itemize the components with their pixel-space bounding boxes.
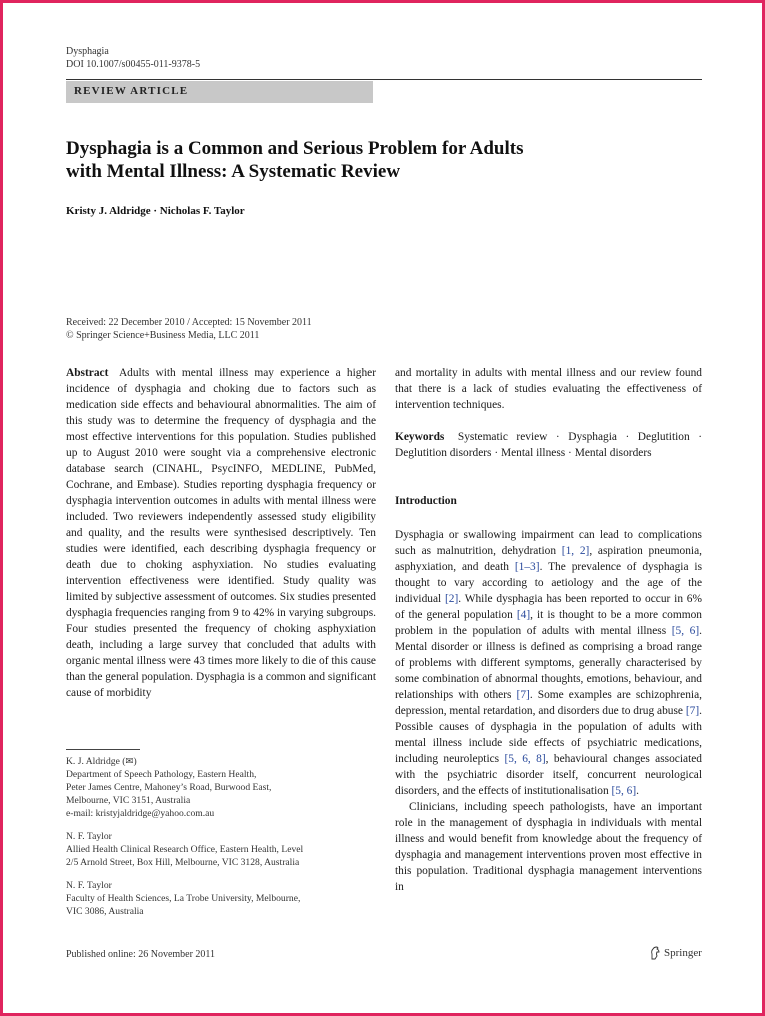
title-line-2: with Mental Illness: A Systematic Review	[66, 161, 401, 182]
footnote-rule	[66, 749, 140, 750]
text-run: , behavioural changes associated with the psychiatric disorder itself, concurrent neurological disorders, and the effects of institutionalisation	[395, 753, 702, 797]
publisher-logo	[649, 946, 702, 960]
abstract-column	[66, 365, 376, 701]
text-run: . The prevalence of dysphagia is thought to vary according to aetiology and the age of the individual	[395, 561, 702, 605]
affiliation-line: Melbourne, VIC 3151, Australia	[66, 795, 191, 806]
citation-link[interactable]: [7]	[685, 705, 700, 717]
affiliation-block	[66, 830, 376, 869]
citation-link[interactable]: [1, 2]	[561, 545, 590, 557]
intro-paragraph-1	[395, 527, 702, 799]
copyright: © Springer Science+Business Media, LLC 2011	[66, 330, 260, 341]
introduction-heading: Introduction	[395, 495, 457, 507]
article-type-label: REVIEW ARTICLE	[74, 85, 189, 97]
keywords-text: Systematic review · Dysphagia · Deglutition · Deglutition disorders · Mental illness · Mental disorders	[395, 431, 702, 459]
journal-header	[66, 45, 200, 71]
published-online: Published online: 26 November 2011	[66, 949, 216, 960]
text-run: . Possible causes of dysphagia in the population of adults with mental illness include side effects of psychiatric medications, including neuroleptics	[395, 705, 702, 765]
citation-link[interactable]: [5, 6, 8]	[504, 753, 546, 765]
affiliation-line: Peter James Centre, Mahoney’s Road, Burwood East,	[66, 782, 272, 793]
article-title	[66, 137, 686, 183]
right-column	[395, 365, 702, 895]
header-rule	[66, 79, 702, 80]
affiliation-line: 2/5 Arnold Street, Box Hill, Melbourne, VIC 3128, Australia	[66, 857, 300, 868]
title-line-1: Dysphagia is a Common and Serious Problem for Adults	[66, 138, 524, 159]
text-run: , it is thought to be a more common problem in the population of adults with mental illness	[395, 609, 702, 637]
citation-link[interactable]: [5, 6]	[671, 625, 700, 637]
publisher-name: Springer	[664, 947, 702, 959]
affiliation-line: Allied Health Clinical Research Office, Eastern Health, Level	[66, 844, 304, 855]
citation-link[interactable]: [2]	[445, 593, 459, 605]
text-run: . Some examples are schizophrenia, depression, mental retardation, and disorders due to drug abuse	[395, 689, 702, 717]
affiliation-block	[66, 879, 376, 918]
citation-link[interactable]: [4]	[516, 609, 531, 621]
email-line[interactable]: e-mail: kristyjaldridge@yahoo.com.au	[66, 808, 215, 819]
affiliation-block	[66, 755, 376, 820]
dates-block	[66, 316, 312, 342]
affiliation-line: Department of Speech Pathology, Eastern Health,	[66, 769, 257, 780]
text-run: . Mental disorder or illness is defined as comprising a broad range of problems with different symptoms, generally characterised by some combination of abnormal thoughts, emotions, behaviour, and relationships with others	[395, 625, 702, 701]
affiliation-line: VIC 3086, Australia	[66, 906, 144, 917]
keywords-label: Keywords	[395, 431, 445, 443]
text-run: .	[636, 785, 640, 797]
citation-link[interactable]: [1–3]	[514, 561, 540, 573]
text-run: Dysphagia or swallowing impairment can lead to complications such as malnutrition, dehydration	[395, 529, 702, 557]
abstract	[66, 365, 376, 701]
doi: DOI 10.1007/s00455-011-9378-5	[66, 59, 201, 70]
citation-link[interactable]: [7]	[516, 689, 530, 701]
intro-paragraph-2: Clinicians, including speech pathologists, have an important role in the management of dysphagia in individuals with mental illness and would benefit from knowledge about the frequency of dysphagia and management interventions proven most effective in this population. Traditional dysphagia management interventions in	[395, 801, 702, 893]
affiliation-line: K. J. Aldridge (✉)	[66, 756, 137, 767]
text-run: . While dysphagia has been reported to occur in 6% of the general population	[395, 593, 702, 621]
affiliation-line: N. F. Taylor	[66, 831, 112, 842]
journal-name: Dysphagia	[66, 46, 109, 57]
affiliation-line: Faculty of Health Sciences, La Trobe University, Melbourne,	[66, 893, 301, 904]
authors: Kristy J. Aldridge · Nicholas F. Taylor	[66, 205, 245, 217]
article-type-banner	[66, 81, 373, 103]
affiliation-line: N. F. Taylor	[66, 880, 112, 891]
abstract-label: Abstract	[66, 367, 109, 379]
text-run: , aspiration pneumonia, asphyxiation, and death	[395, 545, 702, 573]
springer-horse-icon	[649, 946, 661, 960]
citation-link[interactable]: [5, 6]	[611, 785, 637, 797]
affiliations	[66, 755, 376, 928]
abstract-text: Adults with mental illness may experience a higher incidence of dysphagia and choking due to factors such as medication side effects and behavioural abnormalities. The aim of this study was to determine the frequency of dysphagia and the most effective interventions for this population. Studies published up to August 2010 were sought via a comprehensive electronic database search (CINAHL, PsycINFO, MEDLINE, PubMed, Cochrane, and Embase). Studies reporting dysphagia frequency or dysphagia intervention outcomes in adults with mental illness were included. Two reviewers independently assessed study eligibility and quality, and the results were synthesised descriptively. Ten studies were identified, each describing dysphagia frequency or death due to choking asphyxiation. No studies evaluating intervention effectiveness were identified. Study quality was limited by subjective assessment of outcomes. Six studies presented dysphagia frequencies ranging from 9 to 42% in varying subgroups. Four studies presented the frequency of choking asphyxiation death, including a large survey that concluded that adults with organic mental illness were 43 times more likely to die of this cause than the general population. Dysphagia is a common and significant cause of morbidity	[66, 367, 377, 699]
abstract-continuation: and mortality in adults with mental illness and our review found that there is a lack of studies evaluating the effectiveness of intervention techniques.	[395, 367, 702, 411]
received-accepted: Received: 22 December 2010 / Accepted: 15 November 2011	[66, 317, 312, 328]
keywords	[395, 429, 702, 461]
